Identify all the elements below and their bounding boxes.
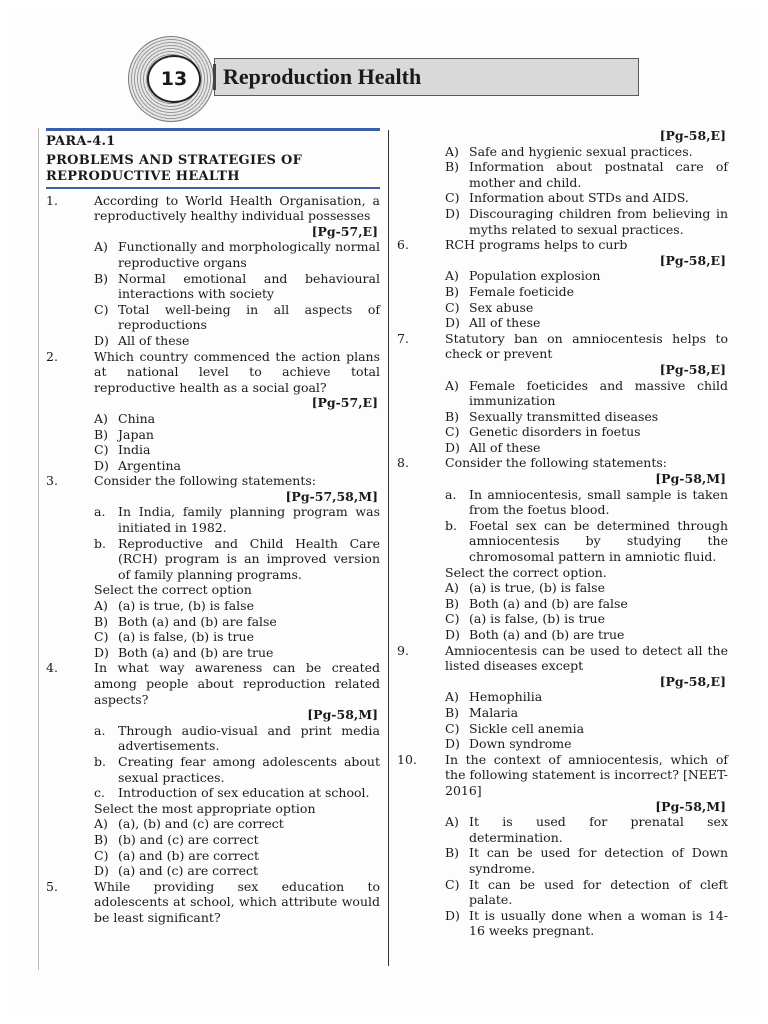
option-c (397, 190, 728, 206)
statement-b (46, 754, 380, 785)
page-reference: [Pg-58,M] (655, 798, 726, 814)
option-d (397, 206, 728, 237)
option-label: D) (445, 907, 460, 923)
option-text: Discouraging children from believing in myths related to sexual practices. (469, 205, 728, 237)
option-b (397, 159, 728, 190)
option-d (46, 458, 380, 474)
option-label: B) (445, 704, 460, 720)
option-text: (a) and (c) are correct (118, 863, 259, 879)
question-number: 7. (397, 330, 409, 346)
option-label: D) (94, 644, 109, 660)
option-text: (a) is true, (b) is false (118, 598, 254, 614)
section-title-line-2: REPRODUCTIVE HEALTH (46, 168, 240, 184)
option-label: A) (445, 268, 459, 284)
option-text: Japan (118, 426, 154, 442)
section-rule-bottom (46, 187, 380, 189)
option-label: B) (94, 270, 109, 286)
option-label: C) (94, 847, 109, 863)
option-a (397, 268, 728, 284)
option-text: All of these (118, 332, 190, 348)
select-instruction: Select the correct option (94, 582, 252, 598)
option-text: Hemophilia (469, 689, 543, 705)
option-label: D) (445, 205, 460, 221)
option-text: Total well-being in all aspects of reproductions (118, 301, 380, 333)
statement-b (46, 536, 380, 583)
question-text: Consider the following statements: (94, 473, 317, 489)
option-text: Genetic disorders in foetus (469, 424, 641, 440)
option-label: C) (94, 442, 109, 458)
option-a (46, 411, 380, 427)
option-d (397, 627, 728, 643)
question-9 (397, 643, 728, 674)
question-1 (46, 193, 380, 224)
question-5 (46, 879, 380, 926)
question-number: 5. (46, 878, 58, 894)
option-label: b. (94, 753, 106, 769)
question-6 (397, 237, 728, 253)
option-a (46, 598, 380, 614)
question-number: 8. (397, 455, 409, 471)
page-reference: [Pg-58,E] (659, 361, 726, 377)
question-text: In the context of amniocentesis, which of the following statement is incorrect? [NEET-2016] (445, 751, 728, 798)
option-text: Argentina (118, 457, 181, 473)
statement-b (397, 518, 728, 565)
option-label: A) (445, 814, 459, 830)
option-c (397, 300, 728, 316)
question-text: According to World Health Organisation, a reproductively healthy individual possesses (94, 192, 380, 224)
option-text: Reproductive and Child Health Care (RCH) program is an improved version of family planning programs. (118, 535, 380, 582)
section-rule-top (46, 128, 380, 131)
question-text: Statutory ban on amniocentesis helps to check or prevent (445, 330, 728, 362)
question-text: In what way awareness can be created among people about reproduction related aspects? (94, 660, 380, 707)
question-4 (46, 660, 380, 707)
option-d (46, 863, 380, 879)
option-d (397, 908, 728, 939)
option-label: B) (445, 845, 460, 861)
option-b (46, 614, 380, 630)
option-text: (a) is false, (b) is true (469, 611, 605, 627)
option-a (46, 239, 380, 270)
page-reference: [Pg-58,M] (655, 471, 726, 487)
question-number: 4. (46, 660, 58, 676)
page-reference: [Pg-58,M] (307, 707, 378, 723)
option-label: D) (445, 439, 460, 455)
option-text: Down syndrome (469, 736, 572, 752)
question-number: 6. (397, 237, 409, 253)
right-column (397, 128, 728, 939)
option-label: B) (445, 283, 460, 299)
option-text: In amniocentesis, small sample is taken from the foetus blood. (469, 486, 728, 518)
option-label: C) (445, 720, 460, 736)
option-label: D) (94, 863, 109, 879)
option-text: China (118, 410, 156, 426)
option-label: B) (94, 426, 109, 442)
option-label: c. (94, 785, 105, 801)
option-text: Introduction of sex education at school. (118, 785, 370, 801)
option-text: In India, family planning program was initiated in 1982. (118, 504, 380, 536)
question-2 (46, 349, 380, 396)
statement-a (46, 723, 380, 754)
option-label: B) (94, 613, 109, 629)
question-text: While providing sex education to adolescents at school, which attribute would be least significant? (94, 878, 380, 925)
page-reference: [Pg-58,E] (659, 252, 726, 268)
option-text: Both (a) and (b) are false (118, 613, 277, 629)
option-label: C) (94, 301, 109, 317)
option-b (397, 596, 728, 612)
option-label: D) (94, 457, 109, 473)
option-text: Female foeticides and massive child immunization (469, 377, 728, 409)
statement-c (46, 785, 380, 801)
question-text: Consider the following statements: (445, 455, 668, 471)
option-d (46, 333, 380, 349)
select-instruction: Select the most appropriate option (94, 800, 316, 816)
option-c (46, 442, 380, 458)
option-label: A) (94, 239, 108, 255)
option-text: Population explosion (469, 268, 601, 284)
para-label: PARA-4.1 (46, 134, 116, 149)
option-c (46, 629, 380, 645)
option-d (397, 736, 728, 752)
option-text: (a) is true, (b) is false (469, 580, 605, 596)
option-text: Sexually transmitted diseases (469, 408, 659, 424)
option-text: (b) and (c) are correct (118, 831, 259, 847)
option-c (397, 877, 728, 908)
option-c (46, 848, 380, 864)
option-text: Normal emotional and behavioural interactions with society (118, 270, 380, 302)
option-label: B) (445, 408, 460, 424)
question-text: RCH programs helps to curb (445, 237, 628, 253)
option-label: C) (445, 190, 460, 206)
option-text: Creating fear among adolescents about sexual practices. (118, 753, 380, 785)
option-c (397, 721, 728, 737)
option-a (397, 814, 728, 845)
option-d (46, 645, 380, 661)
option-text: (a) is false, (b) is true (118, 629, 254, 645)
option-label: A) (94, 816, 108, 832)
option-label: C) (445, 424, 460, 440)
question-8 (397, 455, 728, 471)
option-label: b. (94, 535, 106, 551)
option-text: Female foeticide (469, 283, 575, 299)
option-label: a. (94, 722, 106, 738)
left-column (46, 128, 380, 926)
option-text: India (118, 442, 151, 458)
option-text: Safe and hygienic sexual practices. (469, 143, 693, 159)
column-divider (388, 130, 389, 966)
statement-a (46, 504, 380, 535)
option-text: It is used for prenatal sex determination. (469, 814, 728, 845)
option-label: D) (94, 332, 109, 348)
option-label: C) (445, 876, 460, 892)
statement-a (397, 487, 728, 518)
question-number: 2. (46, 348, 58, 364)
option-label: b. (445, 517, 457, 533)
option-text: Through audio-visual and print media advertisements. (118, 722, 380, 754)
option-text: Information about STDs and AIDS. (469, 190, 689, 206)
option-text: Functionally and morphologically normal reproductive organs (118, 239, 380, 270)
option-text: Both (a) and (b) are true (118, 644, 274, 660)
option-d (397, 315, 728, 331)
option-label: a. (445, 486, 457, 502)
option-a (397, 378, 728, 409)
option-b (46, 271, 380, 302)
question-number: 9. (397, 642, 409, 658)
option-d (397, 440, 728, 456)
option-text: It can be used for detection of Down syndrome. (469, 845, 728, 876)
option-text: All of these (469, 315, 541, 331)
option-label: A) (445, 689, 459, 705)
section-title-line-1: PROBLEMS AND STRATEGIES OF (46, 152, 303, 168)
option-label: A) (94, 410, 108, 426)
option-c (397, 611, 728, 627)
option-text: Both (a) and (b) are false (469, 595, 628, 611)
question-number: 10. (397, 751, 417, 767)
option-text: Foetal sex can be determined through amniocentesis by studying the chromosomal pattern in amniotic fluid. (469, 517, 728, 565)
option-text: It can be used for detection of cleft palate. (469, 876, 728, 908)
option-label: C) (445, 299, 460, 315)
page-reference: [Pg-58,E] (659, 128, 726, 143)
option-text: It is usually done when a woman is 14-16 weeks pregnant. (469, 907, 728, 939)
option-label: B) (445, 595, 460, 611)
option-label: a. (94, 504, 106, 520)
option-b (397, 409, 728, 425)
option-label: A) (445, 377, 459, 393)
option-text: All of these (469, 439, 541, 455)
option-b (46, 427, 380, 443)
option-text: (a) and (b) are correct (118, 847, 260, 863)
question-10 (397, 752, 728, 799)
page-reference: [Pg-58,E] (659, 673, 726, 689)
select-instruction-row (397, 565, 728, 581)
chapter-number: 13 (147, 55, 201, 103)
option-label: C) (94, 629, 109, 645)
option-label: D) (445, 627, 460, 642)
option-text: Malaria (469, 704, 519, 720)
option-label: A) (94, 598, 108, 614)
question-text: Which country commenced the action plans at national level to achieve total reproductive health as a social goal? (94, 348, 380, 395)
option-b (397, 845, 728, 876)
page-reference: [Pg-57,E] (311, 395, 378, 411)
option-label: D) (445, 736, 460, 752)
option-text: Both (a) and (b) are true (469, 627, 625, 642)
page-reference: [Pg-57,E] (311, 223, 378, 239)
option-label: D) (445, 315, 460, 331)
option-a (397, 689, 728, 705)
question-number: 1. (46, 192, 58, 208)
option-a (46, 816, 380, 832)
option-c (397, 424, 728, 440)
question-3 (46, 473, 380, 489)
option-text: Information about postnatal care of mother and child. (469, 159, 728, 190)
question-number: 3. (46, 473, 58, 489)
option-label: C) (445, 611, 460, 627)
option-text: Sickle cell anemia (469, 720, 585, 736)
option-c (46, 302, 380, 333)
left-margin-rule (38, 128, 39, 970)
option-text: (a), (b) and (c) are correct (118, 816, 284, 832)
option-label: A) (445, 143, 459, 159)
option-label: B) (445, 159, 460, 175)
option-b (397, 705, 728, 721)
question-text: Amniocentesis can be used to detect all the listed diseases except (445, 642, 728, 674)
option-b (397, 284, 728, 300)
select-instruction: Select the correct option. (445, 564, 607, 580)
option-b (46, 832, 380, 848)
option-a (397, 144, 728, 160)
option-label: A) (445, 580, 459, 596)
question-7 (397, 331, 728, 362)
option-label: B) (94, 831, 109, 847)
page-reference: [Pg-57,58,M] (285, 488, 378, 504)
chapter-title: Reproduction Health (214, 58, 639, 96)
option-text: Sex abuse (469, 299, 534, 315)
option-a (397, 580, 728, 596)
